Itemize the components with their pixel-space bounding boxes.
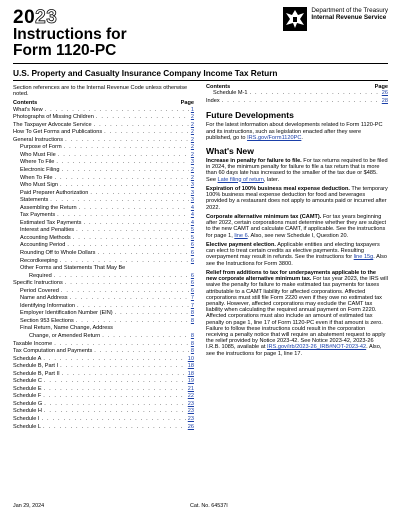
toc-page-link[interactable]: 6 bbox=[190, 250, 194, 256]
toc-entry[interactable] bbox=[13, 378, 194, 386]
toc-page-link[interactable]: 8 bbox=[190, 333, 194, 340]
toc-leader-dots bbox=[43, 356, 185, 362]
toc-entry-label: Accounting Methods bbox=[20, 234, 71, 241]
toc-entry[interactable] bbox=[206, 90, 388, 98]
toc-entry[interactable] bbox=[13, 363, 194, 371]
toc-leader-dots bbox=[45, 107, 189, 113]
toc-leader-dots bbox=[250, 90, 380, 96]
table-of-contents-continued bbox=[206, 90, 388, 105]
toc-entry[interactable] bbox=[13, 212, 194, 220]
toc-entry[interactable] bbox=[206, 98, 388, 106]
toc-leader-dots bbox=[90, 190, 188, 196]
toc-entry[interactable] bbox=[13, 167, 194, 175]
toc-leader-dots bbox=[44, 386, 186, 392]
toc-page-link[interactable]: 8 bbox=[190, 310, 194, 317]
toc-entry[interactable] bbox=[13, 265, 194, 273]
toc-leader-dots bbox=[58, 152, 189, 158]
toc-page-link[interactable]: 1 bbox=[190, 106, 194, 113]
whats-new-link[interactable]: line 6 bbox=[234, 232, 248, 239]
toc-page-link[interactable]: 3 bbox=[190, 182, 194, 189]
toc-entry-label: General Instructions bbox=[13, 136, 64, 143]
toc-leader-dots bbox=[94, 348, 189, 354]
toc-leader-dots bbox=[83, 220, 188, 226]
whats-new-link[interactable]: line 15g bbox=[353, 254, 374, 261]
toc-entry[interactable] bbox=[13, 356, 194, 364]
table-of-contents bbox=[13, 107, 194, 432]
toc-entry[interactable] bbox=[13, 144, 194, 152]
toc-page-heading: Page bbox=[180, 100, 194, 107]
toc-page-link[interactable]: 2 bbox=[190, 114, 194, 121]
page-footer bbox=[13, 503, 388, 509]
footer-date: Jan 29, 2024 bbox=[13, 503, 45, 509]
toc-entry[interactable] bbox=[13, 107, 194, 115]
toc-leader-dots bbox=[60, 182, 189, 188]
toc-page-link[interactable]: 3 bbox=[190, 197, 194, 204]
toc-entry-label: Electronic Filing bbox=[20, 166, 60, 173]
whats-new-item: Expiration of 100% business meal expense deduction. The temporary 100% business meal expense deduction for food and beverages provided by a restaurant does not apply to amounts paid or incurred after 2022. bbox=[206, 185, 388, 211]
toc-entry-continued[interactable] bbox=[13, 333, 194, 341]
toc-entry-label: Period Covered bbox=[20, 287, 59, 294]
toc-leader-dots bbox=[65, 137, 189, 143]
toc-entry[interactable] bbox=[13, 371, 194, 379]
form-year: 2023 bbox=[13, 7, 58, 28]
toc-page-heading-continued: Page bbox=[374, 84, 388, 90]
form-subtitle: U.S. Property and Casualty Insurance Company Income Tax Return bbox=[13, 68, 278, 78]
whats-new-item: Increase in penalty for failure to file. For tax returns required to be filed in 2024, the minimum penalty for failure to file a tax return that is more than 60 days late has increased to the smaller of the tax due or $485. See Late filing of return, later. bbox=[206, 157, 388, 183]
toc-entry-label: Purpose of Form bbox=[20, 144, 62, 151]
toc-entry[interactable] bbox=[13, 159, 194, 167]
toc-page-link[interactable]: 23 bbox=[187, 400, 194, 407]
toc-entry-label: Statements bbox=[20, 197, 49, 204]
toc-leader-dots bbox=[61, 167, 188, 173]
toc-leader-dots bbox=[115, 310, 189, 316]
whats-new-link[interactable]: IRS.gov/irb/2023-26_IRB#NOT-2023-42 bbox=[266, 344, 367, 351]
toc-entry-label: Estimated Tax Payments bbox=[20, 219, 82, 226]
toc-page-link[interactable]: 18 bbox=[187, 370, 194, 377]
toc-entry-label: The Taxpayer Advocate Service bbox=[13, 121, 92, 128]
toc-entry-label: Schedule M-1 bbox=[213, 90, 248, 97]
toc-entry-label: Assembling the Return bbox=[20, 204, 77, 211]
toc-page-link[interactable]: 2 bbox=[190, 121, 194, 128]
toc-entry-label: Required bbox=[29, 272, 52, 279]
irs-form-link[interactable]: IRS.gov/Form1120PC bbox=[247, 134, 302, 141]
toc-leader-dots bbox=[70, 295, 189, 301]
whats-new-item-title: Corporate alternative minimum tax (CAMT). bbox=[206, 213, 322, 220]
toc-page-link[interactable]: 4 bbox=[190, 212, 194, 219]
toc-leader-dots bbox=[43, 424, 186, 430]
toc-entry[interactable] bbox=[13, 242, 194, 250]
toc-entry-label: Paid Preparer Authorization bbox=[20, 189, 89, 196]
dept-treasury: Department of the Treasury bbox=[311, 7, 388, 14]
toc-page-link[interactable]: 2 bbox=[190, 136, 194, 143]
toc-leader-dots bbox=[60, 258, 189, 264]
toc-page-link[interactable]: 19 bbox=[187, 378, 194, 385]
toc-entry-label: Where To File bbox=[20, 159, 55, 166]
toc-entry-label: Recordkeeping bbox=[20, 257, 58, 264]
toc-page-link[interactable]: 23 bbox=[187, 416, 194, 423]
toc-page-link[interactable]: 6 bbox=[190, 242, 194, 249]
toc-entry-label: Section 953 Elections bbox=[20, 317, 74, 324]
toc-page-link[interactable]: 22 bbox=[187, 393, 194, 400]
toc-entry[interactable] bbox=[13, 424, 194, 432]
toc-page-link[interactable]: 8 bbox=[190, 340, 194, 347]
toc-entry[interactable] bbox=[13, 386, 194, 394]
toc-entry-label: Identifying Information bbox=[20, 302, 76, 309]
toc-heading: Contents bbox=[13, 100, 38, 107]
toc-entry[interactable] bbox=[13, 393, 194, 401]
toc-leader-dots bbox=[54, 273, 189, 279]
toc-entry[interactable] bbox=[13, 325, 194, 333]
toc-entry-label: Who Must File bbox=[20, 151, 56, 158]
toc-page-link[interactable]: 4 bbox=[190, 219, 194, 226]
toc-page-link[interactable]: 4 bbox=[190, 204, 194, 211]
toc-entry[interactable] bbox=[13, 258, 194, 266]
whats-new-item: Corporate alternative minimum tax (CAMT). For tax years beginning after 2022, certain corporations must determine whether they are subject to the new CAMT and calculate CAMT, if applicable. See the instructions for page 1, line 6. Also, see new Schedule I, Question 20. bbox=[206, 213, 387, 239]
toc-leader-dots bbox=[62, 371, 186, 377]
toc-entry[interactable] bbox=[13, 318, 194, 326]
intro-text: Section references are to the Internal Revenue Code unless otherwise noted. bbox=[13, 85, 188, 98]
toc-entry-label: What's New bbox=[13, 106, 43, 113]
toc-heading-continued: Contents bbox=[206, 84, 231, 90]
toc-page-link[interactable]: 2 bbox=[190, 166, 194, 173]
toc-entry[interactable] bbox=[13, 182, 194, 190]
toc-entry-label: Schedule E bbox=[13, 385, 42, 392]
toc-entry[interactable] bbox=[13, 416, 194, 424]
toc-entry-label: Schedule C bbox=[13, 378, 42, 385]
toc-entry-label: Schedule F bbox=[13, 393, 42, 400]
toc-entry[interactable] bbox=[13, 250, 194, 258]
toc-entry-label: Schedule B, Part II bbox=[13, 370, 60, 377]
toc-entry-label: Tax Computation and Payments bbox=[13, 348, 93, 355]
toc-leader-dots bbox=[43, 393, 185, 399]
toc-page-link[interactable]: 10 bbox=[187, 355, 194, 362]
toc-leader-dots bbox=[60, 363, 186, 369]
toc-page-link[interactable]: 8 bbox=[190, 348, 194, 355]
toc-entry[interactable] bbox=[13, 129, 194, 137]
toc-entry-label: Accounting Period bbox=[20, 242, 66, 249]
toc-entry[interactable] bbox=[13, 401, 194, 409]
toc-entry[interactable] bbox=[13, 280, 194, 288]
subtitle-rule bbox=[13, 80, 388, 81]
toc-page-link[interactable]: 28 bbox=[381, 97, 388, 104]
toc-leader-dots bbox=[57, 212, 189, 218]
toc-entry[interactable] bbox=[13, 205, 194, 213]
toc-entry[interactable] bbox=[13, 348, 194, 356]
whats-new-item: Elective payment election. Applicable entities and electing taxpayers can elect to treat certain credits as elective payments. Resulting overpayment may result in refunds. See the instructions for line 15g. Also see the Instructions for Form 3800. bbox=[206, 241, 387, 267]
toc-entry[interactable] bbox=[13, 114, 194, 122]
toc-page-link[interactable]: 26 bbox=[381, 90, 388, 97]
toc-entry-label: Interest and Penalties bbox=[20, 227, 75, 234]
whats-new-item-title: Elective payment election. bbox=[206, 241, 276, 248]
toc-page-link[interactable]: 23 bbox=[187, 408, 194, 415]
toc-entry-label: Other Forms and Statements That May Be bbox=[20, 265, 126, 272]
toc-leader-dots bbox=[102, 333, 189, 339]
toc-page-link[interactable]: 2 bbox=[190, 144, 194, 151]
header-rule bbox=[13, 63, 388, 64]
toc-leader-dots bbox=[44, 378, 186, 384]
toc-entry-label: Specific Instructions bbox=[13, 280, 63, 287]
toc-page-link[interactable]: 6 bbox=[190, 257, 194, 264]
toc-entry[interactable] bbox=[13, 197, 194, 205]
toc-page-link[interactable]: 7 bbox=[190, 295, 194, 302]
toc-entry[interactable] bbox=[13, 310, 194, 318]
toc-entry-label: Name and Address bbox=[20, 295, 68, 302]
toc-leader-dots bbox=[73, 235, 189, 241]
irs-eagle-logo-icon bbox=[283, 7, 307, 31]
toc-entry[interactable] bbox=[13, 220, 194, 228]
toc-leader-dots bbox=[79, 205, 189, 211]
toc-entry-label: Index bbox=[206, 97, 220, 104]
whats-new-item-title: Relief from additions to tax for underpayments applicable to the new corporate alternative minimum tax. bbox=[206, 269, 377, 283]
toc-entry[interactable] bbox=[13, 295, 194, 303]
toc-leader-dots bbox=[76, 318, 189, 324]
whats-new-link[interactable]: Late filing of return bbox=[217, 176, 264, 183]
toc-leader-dots bbox=[55, 175, 189, 181]
toc-entry[interactable] bbox=[13, 175, 194, 183]
left-column bbox=[13, 85, 194, 431]
future-developments-text: For the latest information about developments related to Form 1120-PC and its instructions, such as legislation enacted after they were published, go to IRS.gov/Form1120PC. bbox=[206, 122, 383, 141]
toc-leader-dots bbox=[94, 122, 189, 128]
toc-leader-dots bbox=[104, 129, 189, 135]
toc-leader-dots bbox=[44, 401, 186, 407]
toc-leader-dots bbox=[50, 197, 189, 203]
toc-leader-dots bbox=[76, 227, 189, 233]
toc-page-link[interactable]: 8 bbox=[190, 317, 194, 324]
toc-leader-dots bbox=[67, 242, 188, 248]
toc-entry-label: Photographs of Missing Children bbox=[13, 114, 94, 121]
toc-leader-dots bbox=[54, 341, 189, 347]
title-line-1: Instructions for bbox=[13, 26, 127, 43]
toc-page-link[interactable]: 6 bbox=[190, 280, 194, 287]
toc-entry-label: Tax Payments bbox=[20, 212, 56, 219]
page-title bbox=[13, 27, 127, 59]
toc-leader-dots bbox=[96, 114, 189, 120]
toc-entry-label: Rounding Off to Whole Dollars bbox=[20, 250, 96, 256]
toc-leader-dots bbox=[97, 250, 188, 256]
toc-entry-label: Change, or Amended Return bbox=[29, 333, 101, 340]
toc-entry[interactable] bbox=[13, 235, 194, 243]
irs-name: Internal Revenue Service bbox=[311, 14, 387, 22]
toc-page-link[interactable]: 6 bbox=[190, 272, 194, 279]
toc-leader-dots bbox=[65, 280, 189, 286]
toc-leader-dots bbox=[41, 416, 185, 422]
catalog-number: Cat. No. 64537I bbox=[190, 503, 228, 509]
toc-entry-label: Schedule B, Part I bbox=[13, 363, 59, 370]
toc-entry[interactable] bbox=[13, 122, 194, 130]
toc-page-link[interactable]: 2 bbox=[190, 151, 194, 158]
toc-page-link[interactable]: 3 bbox=[190, 189, 194, 196]
toc-entry[interactable] bbox=[13, 288, 194, 296]
toc-leader-dots bbox=[56, 159, 188, 165]
toc-entry[interactable] bbox=[13, 227, 194, 235]
toc-leader-dots bbox=[64, 144, 189, 150]
irs-header bbox=[283, 7, 388, 31]
title-line-2: Form 1120-PC bbox=[13, 42, 117, 59]
toc-entry[interactable] bbox=[13, 408, 194, 416]
toc-entry[interactable] bbox=[13, 137, 194, 145]
right-column bbox=[206, 85, 388, 360]
toc-entry-label: Schedule G bbox=[13, 400, 43, 407]
toc-entry-label: When To File bbox=[20, 174, 53, 181]
toc-entry-label: Final Return, Name Change, Address bbox=[20, 325, 113, 332]
toc-page-link[interactable]: 21 bbox=[187, 385, 194, 392]
toc-page-link[interactable]: 3 bbox=[190, 159, 194, 166]
toc-entry-label: Taxable Income bbox=[13, 340, 53, 347]
toc-entry-label: Schedule L bbox=[13, 423, 41, 430]
future-developments-heading: Future Developments bbox=[206, 110, 294, 121]
toc-entry-continued[interactable] bbox=[13, 273, 194, 281]
toc-page-link[interactable]: 2 bbox=[190, 129, 194, 136]
toc-leader-dots bbox=[77, 303, 189, 309]
toc-page-link[interactable]: 5 bbox=[190, 227, 194, 234]
toc-entry[interactable] bbox=[13, 190, 194, 198]
toc-entry[interactable] bbox=[13, 152, 194, 160]
toc-entry-label: Who Must Sign bbox=[20, 182, 58, 189]
whats-new-item-title: Increase in penalty for failure to file. bbox=[206, 157, 302, 164]
toc-page-link[interactable]: 18 bbox=[187, 363, 194, 370]
whats-new-list bbox=[206, 158, 388, 357]
toc-page-link[interactable]: 6 bbox=[190, 287, 194, 294]
whats-new-heading: What's New bbox=[206, 145, 254, 156]
toc-entry[interactable] bbox=[13, 341, 194, 349]
toc-entry-label: Employer Identification Number (EIN) bbox=[20, 310, 113, 317]
toc-entry-label: Schedule A bbox=[13, 355, 42, 362]
whats-new-item-title: Expiration of 100% business meal expense deduction. bbox=[206, 185, 350, 192]
toc-leader-dots bbox=[222, 98, 380, 104]
toc-page-link[interactable]: 2 bbox=[190, 174, 194, 181]
whats-new-item: Relief from additions to tax for underpayments applicable to the new corporate alternative minimum tax. For tax year 2023, the IRS will waive the penalty for failure to make estimated tax payments for taxes attributable to a CAMT liability for affected corporations. Affected corporations must still file Form 2220 even if they owe no estimated tax penalty. However, affected corporations may exclude the CAMT tax liability when calculating the required annual payment on Form 2220. Affected corporations must also include an amount of estimated tax penalty on page 1, line 17 of Form 1120-PC even if that amount is zero. Failure to follow these instructions could result in the corporation receiving a penalty notice that will require an abatement request to apply the relief provided by Notice 2023-42. See Notice 2023-42, 2023-26 I.R.B. 1085, available at IRS.gov/irb/2023-26_IRB#NOT-2023-42. Also, see the instructions for page 1, line 17. bbox=[206, 269, 388, 357]
toc-entry-label: Schedule H bbox=[13, 408, 42, 415]
toc-entry-label: How To Get Forms and Publications bbox=[13, 129, 103, 136]
toc-leader-dots bbox=[44, 408, 186, 414]
toc-page-link[interactable]: 5 bbox=[190, 234, 194, 241]
toc-entry[interactable] bbox=[13, 303, 194, 311]
toc-leader-dots bbox=[61, 288, 189, 294]
toc-page-link[interactable]: 7 bbox=[190, 302, 194, 309]
toc-entry-label: Schedule I bbox=[13, 416, 40, 423]
toc-page-link[interactable]: 26 bbox=[187, 423, 194, 430]
